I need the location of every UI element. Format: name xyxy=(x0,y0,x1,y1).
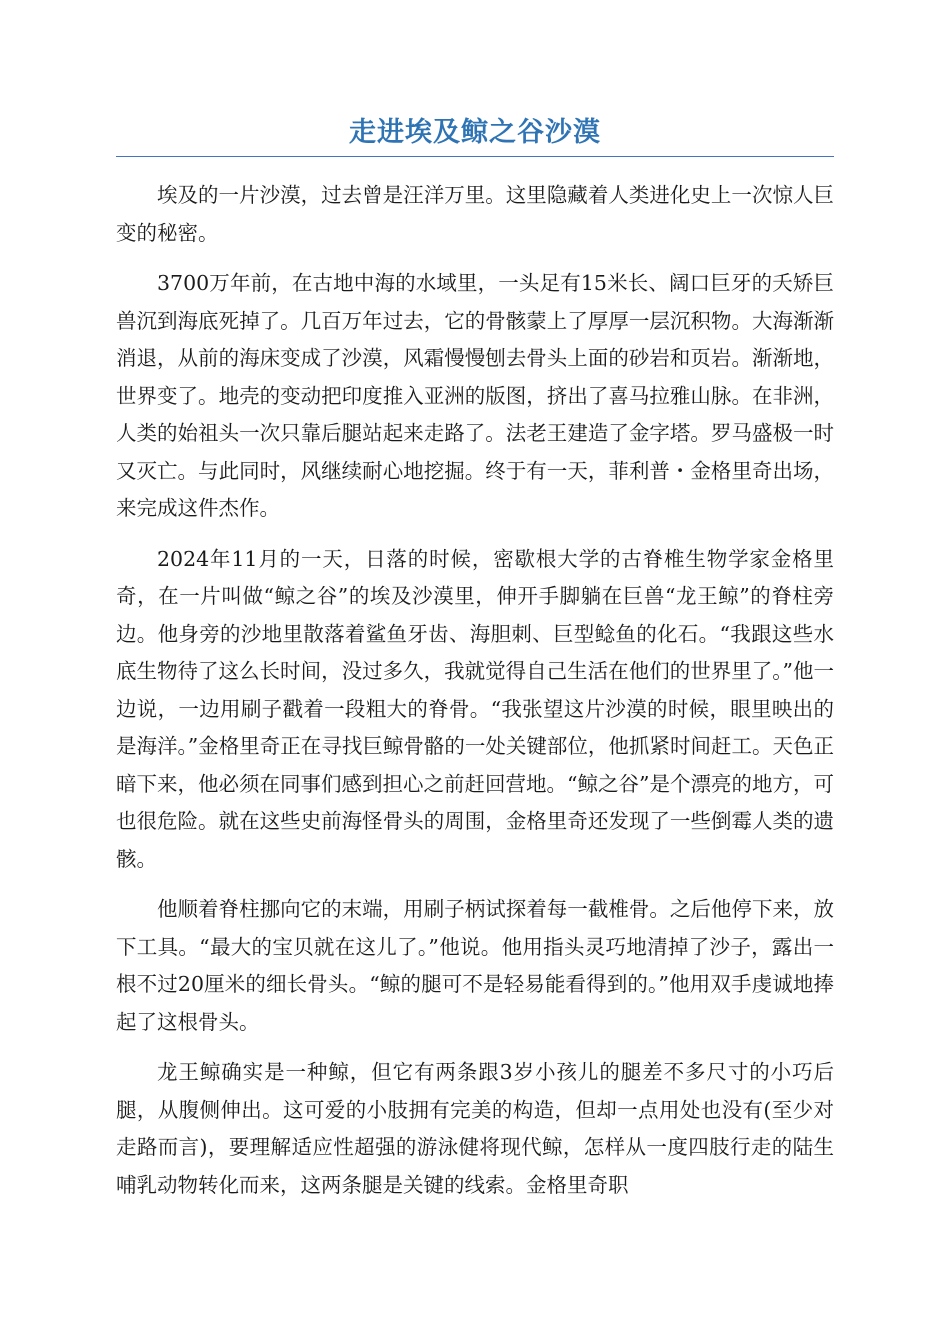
paragraph-1: 埃及的一片沙漠，过去曾是汪洋万里。这里隐藏着人类进化史上一次惊人巨变的秘密。 xyxy=(116,183,834,245)
paragraph-4: 他顺着脊柱挪向它的末端，用刷子柄试探着每一截椎骨。之后他停下来，放下工具。“最大的宝贝就在这儿了。”他说。他用指头灵巧地清掉了沙子，露出一根不过20厘米的细长骨头。“鲸的腿可不是轻易能看得到的。”他用双手虔诚地捧起了这根骨头。 xyxy=(116,897,834,1034)
document-title: 走进埃及鲸之谷沙漠 xyxy=(349,117,601,148)
document-page xyxy=(116,112,834,1217)
paragraph-5: 龙王鲸确实是一种鲸，但它有两条跟3岁小孩儿的腿差不多尺寸的小巧后腿，从腹侧伸出。这可爱的小肢拥有完美的构造，但却一点用处也没有(至少对走路而言)，要理解适应性超强的游泳健将现代鲸，怎样从一度四肢行走的陆生哺乳动物转化而来，这两条腿是关键的线索。金格里奇职 xyxy=(116,1060,834,1197)
paragraph-2: 3700万年前，在古地中海的水域里，一头足有15米长、阔口巨牙的夭矫巨兽沉到海底死掉了。几百万年过去，它的骨骸蒙上了厚厚一层沉积物。大海渐渐消退，从前的海床变成了沙漠，风霜慢慢刨去骨头上面的砂岩和页岩。渐渐地，世界变了。地壳的变动把印度推入亚洲的版图，挤出了喜马拉雅山脉。在非洲，人类的始祖头一次只靠后腿站起来走路了。法老王建造了金字塔。罗马盛极一时又灭亡。与此同时，风继续耐心地挖掘。终于有一天，菲利普・金格里奇出场，来完成这件杰作。 xyxy=(116,271,834,520)
title-underline xyxy=(116,156,834,157)
paragraph-3: 2024年11月的一天，日落的时候，密歇根大学的古脊椎生物学家金格里奇，在一片叫做“鲸之谷”的埃及沙漠里，伸开手脚躺在巨兽“龙王鲸”的脊柱旁边。他身旁的沙地里散落着鲨鱼牙齿、海胆刺、巨型鲶鱼的化石。“我跟这些水底生物待了这么长时间，没过多久，我就觉得自己生活在他们的世界里了。”他一边说，一边用刷子戳着一段粗大的脊骨。“我张望这片沙漠的时候，眼里映出的是海洋。”金格里奇正在寻找巨鲸骨骼的一处关键部位，他抓紧时间赶工。天色正暗下来，他必须在同事们感到担心之前赶回营地。“鲸之谷”是个漂亮的地方，可也很危险。就在这些史前海怪骨头的周围，金格里奇还发现了一些倒霉人类的遗骸。 xyxy=(116,546,834,871)
